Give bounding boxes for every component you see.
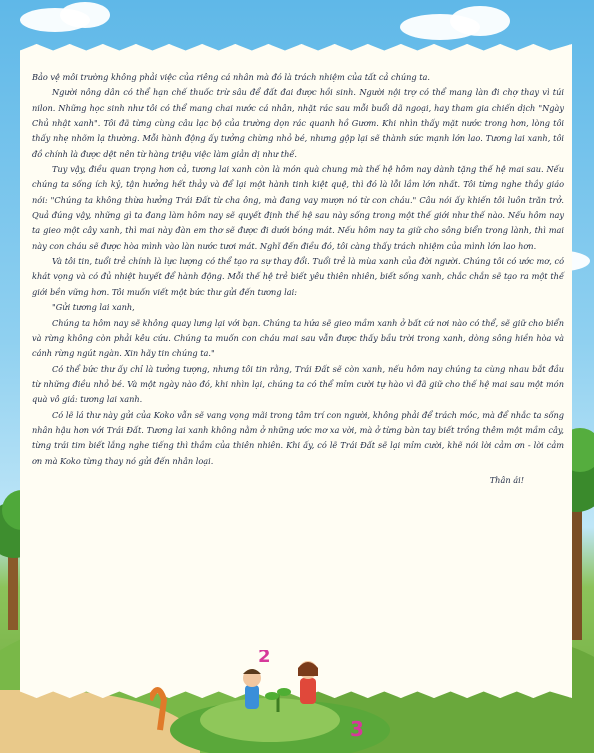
- letter-body: [32, 70, 564, 488]
- cloud: [450, 6, 510, 36]
- cloud: [60, 2, 110, 28]
- letter-paragraph: Chúng ta hôm nay sẽ không quay lưng lại với bạn. Chúng ta hứa sẽ gieo mầm xanh ở bất cứ nơi nào có thể, sẽ giữ cho biển và rừng không còn phải kêu cứu. Chúng ta muốn con cháu mai sau vẫn được thấy bầu trời trong xanh, dòng sông hiền hòa và cánh rừng ngút ngàn. Xin hãy tin chúng ta.": [32, 317, 564, 359]
- letter-signature: Thân ái!: [489, 474, 524, 485]
- letter-paragraph: Có lẽ lá thư này gửi của Koko vẫn sẽ vang vọng mãi trong tâm trí con người, không phải để trách móc, mà để nhắc ta sống nhân hậu hơn với Trái Đất. Tương lai xanh không nằm ở những ước mơ xa vời, mà ở từng bàn tay biết trồng thêm một mầm cây, từng trái tim biết lắng nghe tiếng thì thầm của thiên nhiên. Khi ấy, có lẽ Trái Đất sẽ lại mỉm cười, khẽ nói lời cảm ơn - lời cảm ơn mà Koko từng thay nó gửi đến nhân loại.: [32, 409, 564, 466]
- letter-paragraph: "Gửi tương lai xanh,: [52, 302, 135, 313]
- letter-paragraph: Bảo vệ môi trường không phải việc của riêng cá nhân mà đó là trách nhiệm của tất cả chúng ta.: [32, 72, 431, 82]
- children-planting-illustration: [150, 650, 410, 753]
- number-three: 3: [350, 717, 364, 741]
- number-two: 2: [258, 650, 271, 667]
- letter-paragraph: Người nông dân có thể hạn chế thuốc trừ sâu để đất đai được hồi sinh. Người nội trợ có thể mang làn đi chợ thay vì túi nilon. Những học sinh như tôi có thể mang chai nước cá nhân, nhặt rác sau mỗi buổi dã ngoại, hay tham gia chiến dịch "Ngày Chủ nhật xanh". Tôi đã từng cùng câu lạc bộ của trường dọn rác quanh hồ Gươm. Khi nhìn thấy mặt nước trong hơn, lòng tôi thấy nhẹ nhõm lạ thường. Mỗi hành động ấy tưởng chừng nhỏ bé, nhưng gộp lại sẽ thành sức mạnh lớn lao. Tương lai xanh, tôi đồ chính là được dệt nên từ hàng triệu việc làm giản dị như thế.: [32, 87, 564, 159]
- letter-paragraph: Và tôi tin, tuổi trẻ chính là lực lượng có thể tạo ra sự thay đổi. Tuổi trẻ là mùa xanh của đời người. Chúng tôi có ước mơ, có khát vọng và có đủ nhiệt huyết để hành động. Mỗi thế hệ trẻ biết yêu thiên nhiên, biết sống xanh, chắc chắn sẽ tạo ra một thế giới bền vững hơn. Tôi muốn viết một bức thư gửi đến tương lai:: [32, 256, 564, 297]
- letter-paragraph: Tuy vậy, điều quan trọng hơn cả, tương lai xanh còn là món quà chung mà thế hệ hôm nay dành tặng thế hệ mai sau. Nếu chúng ta sống ích kỷ, tận hưởng hết thảy và để lại một hành tinh kiệt quệ, thì đó là lỗi lầm lớn nhất. Tôi từng nghe thầy giáo nói: "Chúng ta không thừa hưởng Trái Đất từ cha ông, mà đang vay mượn nó từ con cháu." Câu nói ấy khiến tôi luôn trăn trở. Quả đúng vậy, những gì ta đang làm hôm nay sẽ quyết định thế hệ sau này sống trong một thế giới như thế nào. Nếu hôm nay ta gieo một cây xanh, thì mai này đàn em thơ sẽ được đi dưới bóng mát. Nếu hôm nay ta giữ cho sông biển trong lành, thì mai này con cháu sẽ được hòa mình vào làn nước tươi mát. Nghĩ đến điều đó, tôi càng thấy trách nhiệm của mình lớn lao hơn.: [32, 164, 564, 251]
- letter-paragraph: Có thể bức thư ấy chỉ là tưởng tượng, nhưng tôi tin rằng, Trái Đất sẽ còn xanh, nếu hôm nay chúng ta cùng nhau bắt đầu từ những điều nhỏ bé. Và một ngày nào đó, khi nhìn lại, chúng ta có thể mỉm cười tự hào vì đã giữ cho thế hệ mai sau một món quà vô giá: tương lai xanh.: [32, 363, 564, 405]
